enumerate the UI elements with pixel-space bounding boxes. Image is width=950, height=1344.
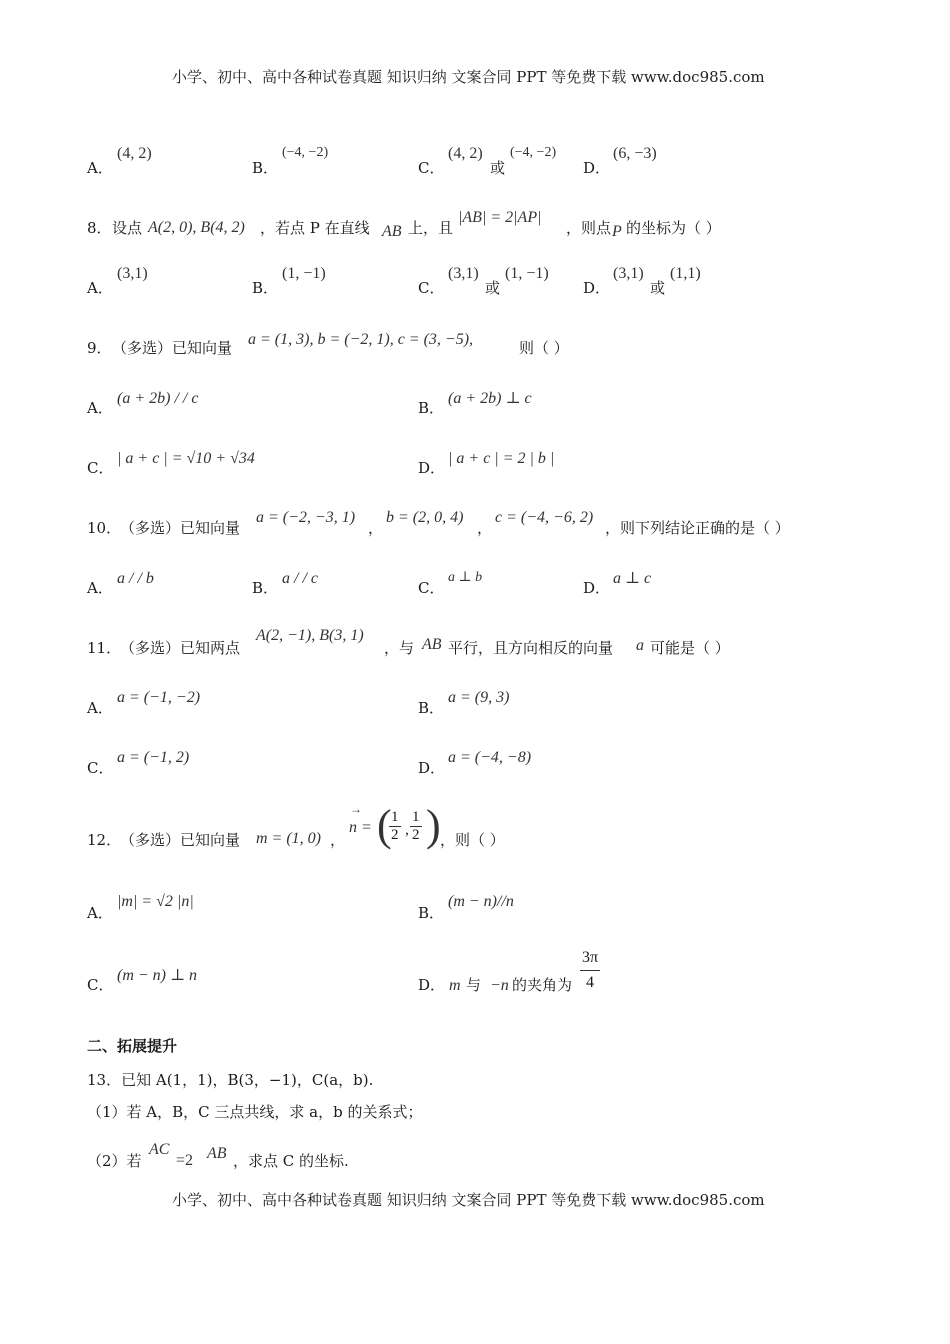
option-b-math: (−4, −2) xyxy=(282,145,329,160)
option-d-math-2: (1,1) xyxy=(670,265,701,282)
option-b-math: a = (9, 3) xyxy=(448,689,510,706)
option-label: C． xyxy=(87,459,114,477)
option-a-math: |m| = √2 |n| xyxy=(117,893,194,910)
question-text: ，则点 xyxy=(566,219,612,237)
question-number: 12． xyxy=(87,831,122,849)
question-text: ， xyxy=(477,519,493,537)
question-math: m = (1, 0) xyxy=(256,830,322,847)
option-label: B． xyxy=(418,699,445,717)
option-b-math: a / / c xyxy=(282,570,318,587)
option-c-math-2: (1, −1) xyxy=(505,265,549,282)
question-text: ， xyxy=(330,831,346,849)
question-math: A(2, −1), B(3, 1) xyxy=(256,627,364,644)
question-math: a = (1, 3), b = (−2, 1), c = (3, −5), xyxy=(248,331,474,348)
question-math: AC xyxy=(149,1141,170,1158)
option-d-math-1: (3,1) xyxy=(613,265,644,282)
option-d-text: 与 xyxy=(466,976,482,994)
paren-left: ( xyxy=(377,801,392,850)
question-number: 10． xyxy=(87,519,122,537)
option-a-math: a = (−1, −2) xyxy=(117,689,201,706)
option-b-math: (1, −1) xyxy=(282,265,326,282)
question-text: 13．已知 A(1，1)，B(3，−1)，C(a，b). xyxy=(87,1071,374,1089)
question-math: AB xyxy=(382,223,402,240)
question-text: ，若点 P 在直线 xyxy=(260,219,370,237)
question-text: （多选）已知两点 xyxy=(120,639,241,657)
option-label: D． xyxy=(418,976,446,994)
option-d-math: m xyxy=(449,977,461,994)
option-label: D． xyxy=(418,759,446,777)
question-text: ，求点 C 的坐标. xyxy=(233,1152,349,1170)
option-label: B． xyxy=(418,904,445,922)
question-text: 可能是（ ） xyxy=(650,639,730,657)
fraction-half-2: $\frac{1}{2}$ xyxy=(412,809,420,843)
option-c-math-2: (−4, −2) xyxy=(510,145,557,160)
option-label: D． xyxy=(583,579,611,597)
question-number: 11． xyxy=(87,639,122,657)
question-text: 上，且 xyxy=(408,219,454,237)
option-label: D． xyxy=(583,159,611,177)
question-math: n = xyxy=(349,819,372,836)
question-math: b = (2, 0, 4) xyxy=(386,509,464,526)
question-text: ，则（ ） xyxy=(440,831,505,849)
option-d-math: a = (−4, −8) xyxy=(448,749,532,766)
question-math: a = (−2, −3, 1) xyxy=(256,509,356,526)
option-label: A． xyxy=(87,579,113,597)
option-a-math: a / / b xyxy=(117,570,154,587)
option-c-math: (m − n) ⊥ n xyxy=(117,967,198,984)
question-math: =2 xyxy=(176,1152,194,1169)
option-label: A． xyxy=(87,159,113,177)
question-text: 则（ ） xyxy=(519,339,569,357)
option-d-or: 或 xyxy=(650,279,666,297)
option-a-math: (a + 2b) / / c xyxy=(117,390,199,407)
question-text: （多选）已知向量 xyxy=(120,831,241,849)
option-c-math-1: (4, 2) xyxy=(448,145,483,162)
question-text: （多选）已知向量 xyxy=(112,339,233,357)
question-text: （2）若 xyxy=(87,1152,142,1170)
comma: , xyxy=(405,821,409,838)
option-d-math: | a + c | = 2 | b | xyxy=(448,450,555,467)
option-label: A． xyxy=(87,904,113,922)
option-c-math: a = (−1, 2) xyxy=(117,749,190,766)
option-a-math: (3,1) xyxy=(117,265,148,282)
question-math: AB xyxy=(207,1145,227,1162)
question-text: （多选）已知向量 xyxy=(120,519,241,537)
option-label: C． xyxy=(418,579,445,597)
option-label: D． xyxy=(418,459,446,477)
page-header: 小学、初中、高中各种试卷真题 知识归纳 文案合同 PPT 等免费下载 www.doc985.com xyxy=(172,68,765,86)
option-c-or: 或 xyxy=(485,279,501,297)
question-math: |AB| = 2|AP| xyxy=(458,209,542,226)
option-label: C． xyxy=(87,976,114,994)
option-label: A． xyxy=(87,399,113,417)
section-heading: 二、拓展提升 xyxy=(87,1037,178,1055)
option-d-text: 的夹角为 xyxy=(512,976,573,994)
question-text: ，则下列结论正确的是（ ） xyxy=(605,519,790,537)
question-math: a xyxy=(636,637,644,654)
option-c-math: a ⊥ b xyxy=(448,570,483,585)
option-label: B． xyxy=(252,579,279,597)
option-d-math: a ⊥ c xyxy=(613,570,652,587)
question-text: 的坐标为（ ） xyxy=(626,219,721,237)
question-math: c = (−4, −6, 2) xyxy=(495,509,594,526)
question-text: ，与 xyxy=(384,639,415,657)
fraction-half-1: $\frac{1}{2}$ xyxy=(391,809,399,843)
option-label: B． xyxy=(252,159,279,177)
question-text: ， xyxy=(368,519,384,537)
option-d-math: (6, −3) xyxy=(613,145,657,162)
option-c-or: 或 xyxy=(490,159,506,177)
option-a-math: (4, 2) xyxy=(117,145,152,162)
question-math: AB xyxy=(422,636,442,653)
option-label: D． xyxy=(583,279,611,297)
question-text: 设点 xyxy=(112,219,143,237)
option-label: C． xyxy=(87,759,114,777)
option-label: A． xyxy=(87,699,113,717)
question-number: 8． xyxy=(87,219,112,237)
option-label: C． xyxy=(418,159,445,177)
option-b-math: (a + 2b) ⊥ c xyxy=(448,390,532,407)
question-text: （1）若 A，B，C 三点共线，求 a，b 的关系式； xyxy=(87,1103,423,1121)
option-c-math-1: (3,1) xyxy=(448,265,479,282)
vector-arrow: → xyxy=(350,802,362,816)
paren-right: ) xyxy=(426,801,441,850)
question-text: 平行，且方向相反的向量 xyxy=(448,639,614,657)
option-label: C． xyxy=(418,279,445,297)
question-math: P xyxy=(612,223,622,240)
option-label: B． xyxy=(252,279,279,297)
question-math: A(2, 0), B(4, 2) xyxy=(148,219,245,236)
option-b-math: (m − n)//n xyxy=(448,893,514,910)
question-number: 9． xyxy=(87,339,112,357)
option-d-math: −n xyxy=(490,977,509,994)
option-c-math: | a + c | = √10 + √34 xyxy=(117,450,255,467)
option-label: B． xyxy=(418,399,445,417)
option-label: A． xyxy=(87,279,113,297)
page-footer: 小学、初中、高中各种试卷真题 知识归纳 文案合同 PPT 等免费下载 www.doc985.com xyxy=(172,1191,765,1209)
fraction-3pi-4: $\frac{3\pi}{4}$ xyxy=(582,949,599,991)
